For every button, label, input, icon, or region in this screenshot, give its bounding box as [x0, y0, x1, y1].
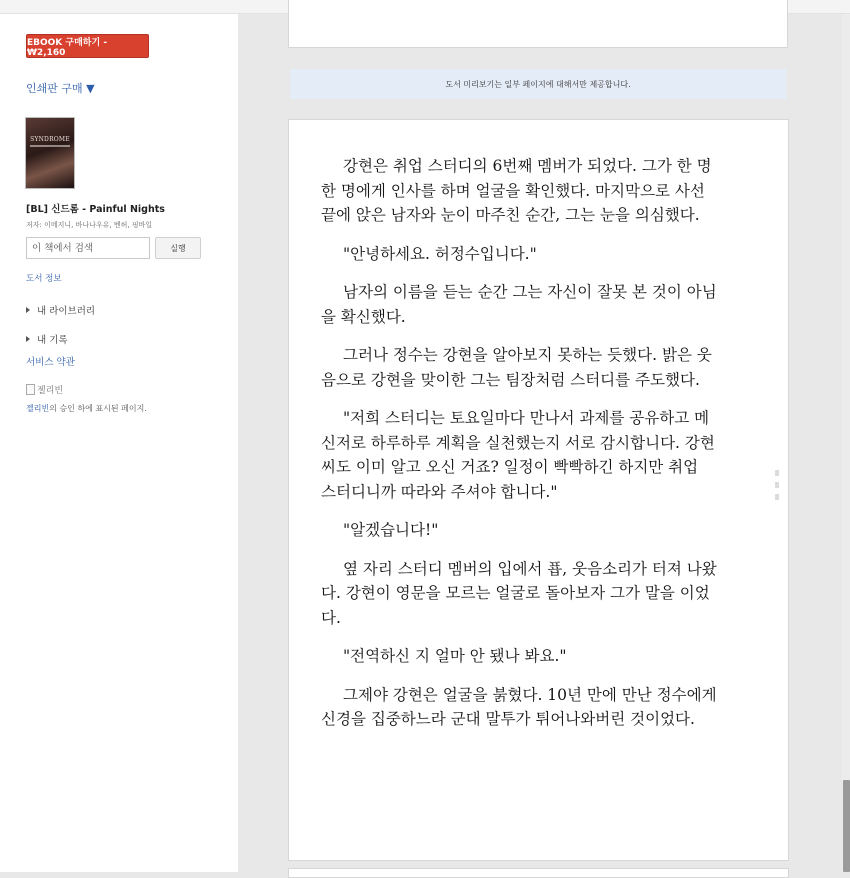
search-in-book-input[interactable] — [26, 237, 150, 259]
scrollbar-thumb[interactable] — [843, 780, 850, 872]
expand-triangle-icon — [26, 307, 30, 313]
publisher-approval-note — [26, 403, 147, 414]
paragraph: 남자의 이름을 듣는 순간 그는 자신이 잘못 본 것이 아님 을 확신했다. — [321, 283, 717, 326]
publisher-approval-text: 의 승인 하에 표시된 페이지. — [49, 404, 147, 413]
paragraph: 강현은 취업 스터디의 6번째 멤버가 되었다. 그가 한 명 한 명에게 인사를 하며 얼굴을 확인했다. 마지막으로 사선 끝에 앉은 남자와 눈이 마주친 순간, 그는 눈을 의심했다. — [321, 157, 712, 224]
search-run-button[interactable]: 실행 — [155, 237, 201, 259]
paragraph: 옆 자리 스터디 멤버의 입에서 푭, 웃음소리가 터져 나왔 다. 강현이 영문을 모르는 얼굴로 돌아보자 그가 말을 이었 다. — [321, 559, 717, 627]
publisher-link[interactable]: 젤리빈 — [26, 404, 50, 413]
scrollbar-track[interactable] — [842, 14, 850, 872]
book-page — [288, 119, 789, 861]
buy-ebook-button[interactable]: EBOOK 구매하기 - ₩2,160 — [26, 34, 149, 58]
book-info-link[interactable]: 도서 정보 — [26, 274, 62, 284]
broken-image-icon — [26, 384, 35, 395]
page-text — [321, 154, 761, 746]
page-watermark — [775, 470, 781, 500]
paragraph: "알겠습니다!" — [343, 521, 439, 539]
watermark-mark — [775, 482, 779, 488]
nav-my-history-label: 내 기록 — [37, 335, 68, 346]
paragraph: "전역하신 지 얼마 안 됐나 봐요." — [343, 647, 567, 665]
book-authors: 저자: 이메지니, 바나나우유, 벤허, 핑바일 — [26, 221, 153, 229]
expand-triangle-icon — [26, 336, 30, 342]
nav-my-library-label: 내 라이브러리 — [37, 306, 96, 317]
paragraph: "저희 스터디는 토요일마다 만나서 과제를 공유하고 메 신저로 하루하루 계획을 실천했는지 서로 감시합니다. 강현 씨도 이미 알고 오신 거죠? 일정이 빡빡하긴 하지만 취업 스터디니까 따라와 주셔야 합니다." — [321, 409, 715, 501]
watermark-mark — [775, 494, 779, 500]
terms-of-service-link[interactable]: 서비스 약관 — [26, 357, 75, 368]
watermark-mark — [775, 470, 779, 476]
nav-my-history[interactable] — [26, 332, 68, 346]
preview-notice: 도서 미리보기는 일부 페이지에 대해서만 제공합니다. — [290, 69, 786, 99]
paragraph: 그제야 강현은 얼굴을 붉혔다. 10년 만에 만난 정수에게 신경을 집중하느라 군대 말투가 튀어나와버린 것이었다. — [321, 685, 717, 728]
next-page — [288, 868, 789, 878]
book-title: [BL] 신드롬 - Painful Nights — [26, 204, 165, 215]
publisher-logo-alt: 젤리빈 — [37, 386, 64, 396]
paragraph: 그러나 정수는 강현을 알아보지 못하는 듯했다. 밝은 웃 음으로 강현을 맞이한 그는 팀장처럼 스터디를 주도했다. — [321, 346, 712, 389]
previous-page — [288, 0, 788, 48]
paragraph: "안녕하세요. 허정수입니다." — [343, 244, 537, 263]
cover-subtitle-bar — [30, 145, 70, 147]
sidebar — [0, 14, 238, 872]
cover-title: SYNDROME — [30, 136, 70, 143]
publisher-logo-image[interactable] — [26, 383, 63, 396]
nav-my-library[interactable] — [26, 303, 95, 317]
print-purchase-link[interactable]: 인쇄판 구매 ▼ — [26, 82, 95, 95]
book-cover[interactable] — [26, 118, 74, 188]
